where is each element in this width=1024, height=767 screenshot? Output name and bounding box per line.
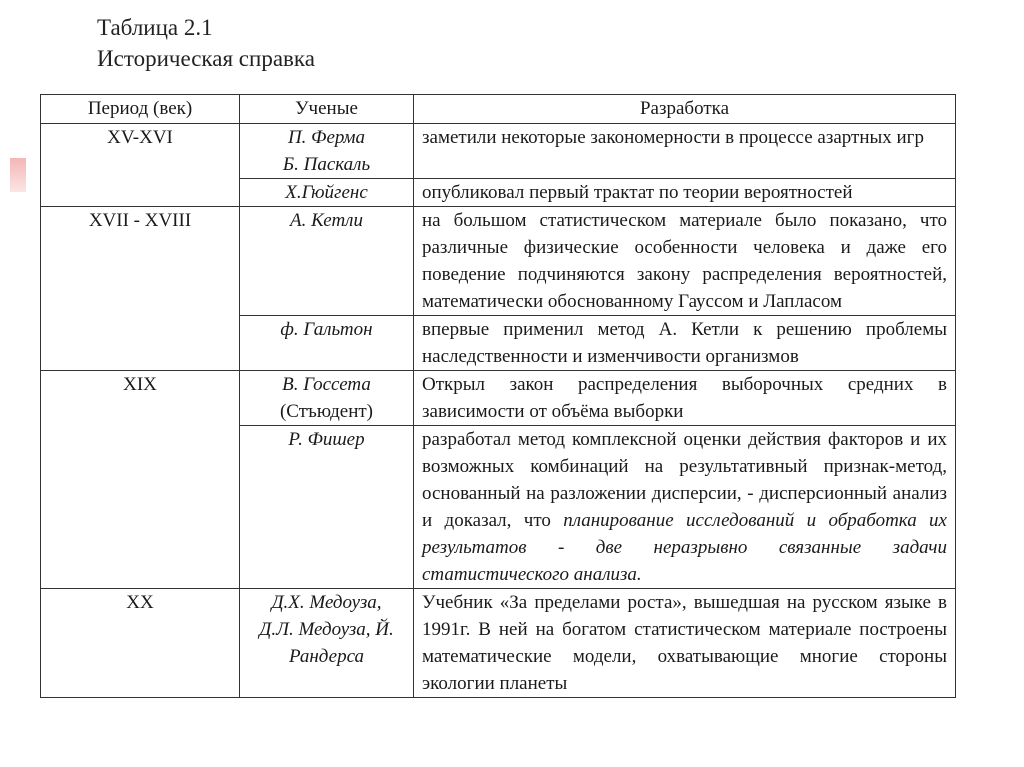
scientist-name: В. Госсета: [282, 374, 371, 395]
header-row: [41, 95, 956, 124]
scientist-name: Д.Х. Медоуза,: [271, 592, 382, 613]
table-row: [41, 589, 956, 698]
history-table: [40, 94, 956, 698]
scientist-alias: (Стъюдент): [279, 401, 373, 422]
scientist-name: Х.Гюйгенс: [285, 182, 368, 203]
development-cell: заметили некоторые закономерности в процессе азартных игр: [414, 124, 956, 179]
development-emphasis: планирование исследований и обработка их результатов - две неразрывно связанные задачи статистического анализа.: [422, 510, 947, 585]
slide-accent-mark: [10, 158, 26, 192]
table-row: [41, 371, 956, 426]
development-cell: Открыл закон распределения выборочных средних в зависимости от объёма выборки: [414, 371, 956, 426]
scientist-name: Б. Паскаль: [282, 154, 371, 175]
scientist-name: П. Ферма: [287, 127, 366, 148]
table-row: [41, 124, 956, 179]
header-development: Разработка: [414, 95, 956, 124]
scientists-cell: [240, 589, 414, 698]
scientist-name: Рандерса: [288, 646, 365, 667]
development-cell: опубликовал первый трактат по теории вероятностей: [414, 179, 956, 207]
table-row: [41, 207, 956, 316]
scientists-cell: [240, 124, 414, 179]
scientist-name: Д.Л. Медоуза, Й.: [259, 619, 394, 640]
scientist-name: А. Кетли: [290, 210, 363, 231]
scientists-cell: [240, 426, 414, 589]
scientists-cell: [240, 179, 414, 207]
development-text: разработал метод комплексной оценки действия факторов и их возможных комбинаций на результативный признак-метод, основанный на разложении дисперсии, - дисперсионный анализ и доказал, что: [422, 429, 947, 531]
scientist-name: Р. Фишер: [288, 429, 365, 450]
scientists-cell: [240, 207, 414, 316]
development-cell: на большом статистическом материале было показано, что различные физические особенности человека и даже его поведение подчиняются закону распределения вероятностей, математически обоснованному Гауссом и Лапласом: [414, 207, 956, 316]
title-block: [97, 12, 315, 74]
development-cell: Учебник «За пределами роста», вышедшая на русском языке в 1991г. В ней на богатом статистическом материале построены математические модели, охватывающие многие стороны экологии планеты: [414, 589, 956, 698]
header-period: Период (век): [41, 95, 240, 124]
scientist-name: ф. Гальтон: [280, 319, 373, 340]
header-scientists: Ученые: [240, 95, 414, 124]
development-cell: впервые применил метод А. Кетли к решению проблемы наследственности и изменчивости организмов: [414, 316, 956, 371]
development-cell: [414, 426, 956, 589]
period-cell: XX: [41, 589, 240, 698]
scientists-cell: [240, 371, 414, 426]
period-cell: XVII - XVIII: [41, 207, 240, 371]
period-cell: XV-XVI: [41, 124, 240, 207]
table-number: Таблица 2.1: [97, 15, 213, 40]
period-cell: XIX: [41, 371, 240, 589]
table-caption: Историческая справка: [97, 46, 315, 71]
scientists-cell: [240, 316, 414, 371]
